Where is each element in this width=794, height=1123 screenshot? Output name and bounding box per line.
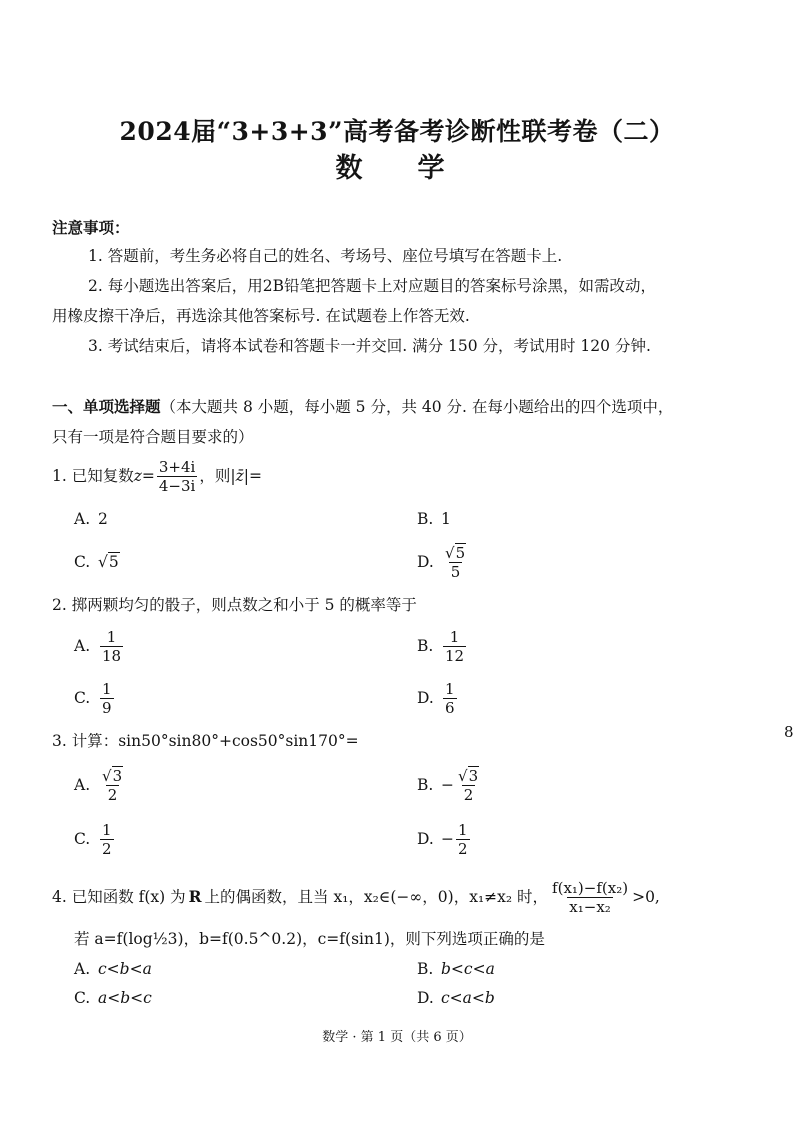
- section-1-desc-cont: 只有一项是符合题目要求的）: [52, 428, 254, 446]
- q1-option-c: C. √5: [74, 553, 119, 571]
- notice-item-2-cont: 用橡皮擦干净后，再选涂其他答案标号. 在试题卷上作答无效.: [52, 307, 470, 325]
- q1-abs: |z̄|: [230, 467, 249, 485]
- q1-denominator: 4−3i: [158, 476, 196, 495]
- notice-heading: 注意事项：: [52, 218, 130, 237]
- real-numbers-symbol: R: [188, 887, 202, 906]
- sqrt-symbol: √5: [98, 553, 119, 571]
- subject-title: 数 学: [335, 153, 459, 184]
- q4-option-b: B. b<c<a: [417, 960, 495, 978]
- q1-z: z=: [133, 467, 155, 485]
- exam-title: 2024届“3+3+3”高考备考诊断性联考卷（二）: [119, 117, 675, 146]
- q3-option-d: D. − $\frac{1}{2}$: [417, 820, 468, 858]
- q4-option-c: C. a<b<c: [74, 989, 152, 1007]
- q1-option-b: B. 1: [417, 510, 451, 528]
- q4-fraction: $\frac{\text{f(x₁)−f(x₂)}}{\text{x₁−x₂}}$: [552, 878, 629, 916]
- q3-option-a: A. $\frac{√3}{2}$: [74, 766, 123, 804]
- question-4-stem-line-1: 4. 已知函数 f(x) 为 R 上的偶函数，且当 x₁，x₂∈(−∞，0)，x₁≠x₂ 时， $\frac{\text{f(x₁)−f(x₂)}}{\text{x₁−x₂}}$ >0,: [52, 878, 660, 916]
- question-2-stem: 2. 掷两颗均匀的骰子，则点数之和小于 5 的概率等于: [52, 596, 417, 614]
- q2-option-a: A. $\frac{1}{18}$: [74, 627, 122, 665]
- section-1-desc: （本大题共 8 小题，每小题 5 分，共 40 分. 在每小题给出的四个选项中，: [160, 398, 674, 416]
- q1-option-d-fraction: $\frac{√5}{5}$: [445, 543, 466, 581]
- notice-item-1: 1. 答题前，考生务必将自己的姓名、考场号、座位号填写在答题卡上.: [88, 247, 563, 265]
- notice-item-3: 3. 考试结束后，请将本试卷和答题卡一并交回. 满分 150 分，考试用时 120 分钟.: [88, 337, 651, 355]
- q1-end: =: [248, 467, 262, 485]
- q2-option-b: B. $\frac{1}{12}$: [417, 627, 465, 665]
- question-3-stem: 3. 计算：sin50°sin80°+cos50°sin170°=: [52, 732, 359, 750]
- q1-suffix: ，则: [199, 467, 231, 485]
- q1-numerator: 3+4i: [158, 457, 196, 476]
- q1-option-a: A. 2: [74, 510, 108, 528]
- q1-prefix: 1. 已知复数: [52, 467, 134, 485]
- q1-fraction: [157, 458, 197, 495]
- sqrt-symbol: √3: [458, 766, 479, 785]
- section-1-line-1: [52, 397, 673, 417]
- notice-item-2: 2. 每小题选出答案后，用2B铅笔把答题卡上对应题目的答案标号涂黑，如需改动，: [88, 277, 656, 295]
- question-4-stem-line-2: 若 a=f(log½3)，b=f(0.5^0.2)，c=f(sin1)，则下列选项正确的是: [74, 930, 545, 948]
- q4-option-a: A. c<b<a: [74, 960, 152, 978]
- sqrt-symbol: √3: [102, 766, 123, 785]
- sqrt-symbol: √5: [445, 543, 466, 562]
- q4-option-d: D. c<a<b: [417, 989, 495, 1007]
- side-page-marker: 8: [784, 723, 794, 741]
- question-1-stem: [52, 456, 262, 496]
- q2-option-d: D. $\frac{1}{6}$: [417, 679, 455, 717]
- section-1-heading: 一、单项选择题: [52, 397, 161, 416]
- page-footer: 数学 · 第 1 页（共 6 页）: [322, 1030, 472, 1045]
- q3-option-c: C. $\frac{1}{2}$: [74, 820, 112, 858]
- q1-option-d: D. $\frac{√5}{5}$: [417, 540, 470, 584]
- q2-option-c: C. $\frac{1}{9}$: [74, 679, 112, 717]
- q3-option-b: B. − $\frac{√3}{2}$: [417, 766, 479, 804]
